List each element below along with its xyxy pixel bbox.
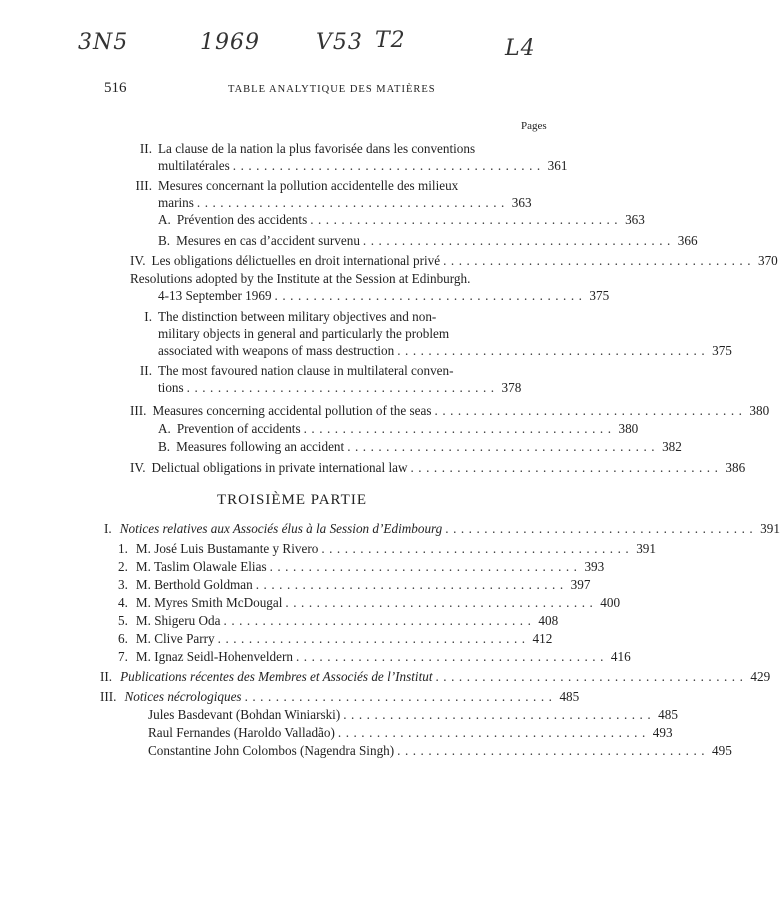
entry-page: 393 [584,559,605,574]
leader-dots: ........................................ [337,725,650,740]
entry-number: A. [158,212,171,227]
toc-entry [130,140,568,174]
entry-number: 1. [118,541,128,556]
leader-dots: ........................................ [269,559,582,574]
entry-number: 7. [118,649,128,664]
entry-title: The distinction between military objectives and non- [158,309,437,324]
entry-page: 375 [589,288,610,303]
entry-page: 493 [652,725,673,740]
toc-entry [158,211,645,228]
leader-dots: ........................................ [223,613,536,628]
entry-number: 5. [118,613,128,628]
entry-title: Publications récentes des Membres et Associés de l’Institut [120,669,433,684]
handwritten-mark-1: 3N5 [78,30,129,55]
toc-entry [118,540,656,557]
leader-dots: ........................................ [347,439,660,454]
leader-dots: ........................................ [445,521,758,536]
entry-page: 485 [658,707,678,722]
entry-number: II. [100,669,113,684]
entry-page: 400 [600,595,621,610]
toc-entry [130,362,522,396]
leader-dots: ........................................ [343,707,656,722]
entry-page: 361 [547,158,568,173]
page-number: 516 [104,80,127,96]
entry-number: I. [144,309,152,324]
leader-dots: ........................................ [434,403,747,418]
entry-title-cont: tions [158,380,184,395]
toc-entry [158,438,682,455]
toc-entry [130,308,732,359]
entry-page: 416 [610,649,631,664]
entry-title-cont: military objects in general and particularly the problem [158,326,450,341]
entry-number: III. [135,178,152,193]
handwritten-mark-3: V53 [316,30,363,55]
entry-page: 366 [677,233,698,248]
entry-title: M. José Luis Bustamante y Rivero [135,541,319,556]
entry-title: Constantine John Colombos (Nagendra Singh) [148,743,395,758]
entry-page: 363 [511,195,532,210]
entry-number: II. [139,141,152,156]
entry-page: 412 [532,631,553,646]
leader-dots: ........................................ [255,577,568,592]
entry-page: 391 [636,541,656,556]
toc-entry [130,252,778,269]
entry-title: Notices relatives aux Associés élus à la Session d’Edimbourg [119,521,443,536]
toc-entry [118,576,591,593]
entry-number: II. [139,363,152,378]
toc-entry [130,177,532,211]
entry-number: B. [158,439,171,454]
entry-page: 429 [750,669,771,684]
entry-title: Measures following an accident [176,439,345,454]
leader-dots: ........................................ [321,541,634,556]
pages-column-header: Pages [521,120,547,132]
leader-dots: ........................................ [362,233,675,248]
entry-page: 375 [712,343,732,358]
toc-entry [118,558,605,575]
leader-dots: ........................................ [232,158,545,173]
entry-title: M. Ignaz Seidl-Hohenveldern [135,649,293,664]
entry-page: 380 [749,403,770,418]
toc-entry [104,520,780,537]
entry-title: Prevention of accidents [176,421,301,436]
toc-entry [118,648,631,665]
leader-dots: ........................................ [217,631,530,646]
entry-number: 3. [118,577,128,592]
toc-entry [118,630,553,647]
entry-page: 391 [760,521,780,536]
leader-dots: ........................................ [186,380,499,395]
entry-page: 363 [625,212,645,227]
part-title: TROISIÈME PARTIE [217,492,367,508]
entry-number: IV. [130,253,146,268]
leader-dots: ........................................ [410,460,723,475]
entry-title: Raul Fernandes (Haroldo Valladão) [148,725,335,740]
handwritten-mark-5: L4 [505,36,536,61]
entry-title: Les obligations délictuelles en droit international privé [151,253,441,268]
leader-dots: ........................................ [285,595,598,610]
entry-number: 2. [118,559,128,574]
entry-page: 397 [570,577,591,592]
entry-page: 380 [618,421,639,436]
entry-title: Prévention des accidents [176,212,308,227]
entry-title-cont: 4-13 September 1969 [158,288,272,303]
leader-dots: ........................................ [310,212,623,227]
toc-entry [148,706,678,723]
toc-entry [130,459,746,476]
entry-page: 485 [559,689,580,704]
toc-entry [158,232,698,249]
entry-page: 370 [757,253,778,268]
entry-page: 495 [712,743,732,758]
handwritten-mark-2: 1969 [200,30,260,55]
entry-title: Resolutions adopted by the Institute at the Session at Edinburgh. [130,271,471,286]
entry-title: Delictual obligations in private international law [151,460,408,475]
entry-title-cont: associated with weapons of mass destruction [158,343,395,358]
entry-title: M. Shigeru Oda [135,613,221,628]
entry-number: 6. [118,631,128,646]
toc-entry [130,270,610,304]
toc-entry [148,724,673,741]
leader-dots: ........................................ [244,689,557,704]
leader-dots: ........................................ [435,669,748,684]
toc-entry [100,668,771,685]
leader-dots: ........................................ [397,743,710,758]
entry-number: I. [104,521,112,536]
entry-title: M. Berthold Goldman [135,577,253,592]
entry-title: Measures concerning accidental pollution of the seas [152,403,432,418]
entry-title: M. Myres Smith McDougal [135,595,283,610]
leader-dots: ........................................ [296,649,608,664]
handwritten-mark-4: T2 [375,28,406,53]
entry-title-cont: multilatérales [158,158,230,173]
entry-title: Notices nécrologiques [124,689,242,704]
entry-number: IV. [130,460,146,475]
toc-entry [118,594,621,611]
leader-dots: ........................................ [196,195,509,210]
toc-entry [148,742,732,759]
entry-page: 382 [662,439,682,454]
toc-entry [100,688,580,705]
toc-entry [118,612,559,629]
entry-page: 386 [725,460,746,475]
entry-number: 4. [118,595,128,610]
leader-dots: ........................................ [443,253,755,268]
entry-title-cont: marins [158,195,194,210]
toc-entry [130,402,770,419]
entry-page: 408 [538,613,559,628]
leader-dots: ........................................ [303,421,616,436]
entry-title: M. Taslim Olawale Elias [135,559,267,574]
entry-number: A. [158,421,171,436]
entry-title: Mesures en cas d’accident survenu [176,233,360,248]
entry-number: B. [158,233,171,248]
entry-title: Mesures concernant la pollution accidentelle des milieux [158,178,459,193]
leader-dots: ........................................ [397,343,710,358]
entry-number: III. [130,403,147,418]
running-title: TABLE ANALYTIQUE DES MATIÈRES [228,84,436,95]
entry-title: Jules Basdevant (Bohdan Winiarski) [148,707,341,722]
entry-number: III. [100,689,117,704]
entry-title: The most favoured nation clause in multilateral conven- [158,363,454,378]
toc-entry [158,420,639,437]
entry-title: M. Clive Parry [135,631,215,646]
entry-title: La clause de la nation la plus favorisée dans les conventions [158,141,476,156]
entry-page: 378 [501,380,522,395]
leader-dots: ........................................ [274,288,587,303]
